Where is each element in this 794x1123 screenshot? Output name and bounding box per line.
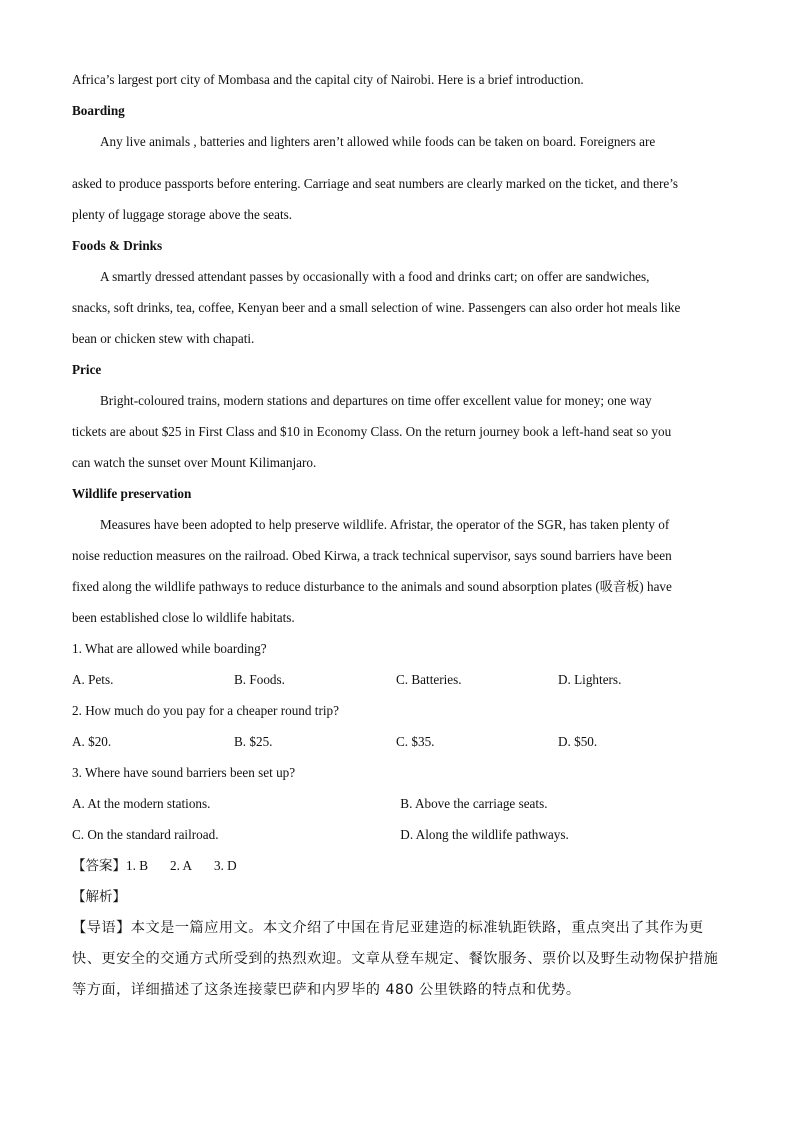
answer-2: 2. A (169, 858, 192, 873)
option-d: D. Along the wildlife pathways. (400, 827, 569, 842)
option-d: D. $50. (558, 734, 598, 749)
question-stem-3: 3. Where have sound barriers been set up? (72, 765, 296, 780)
answer-1: 1. B (126, 858, 148, 873)
paragraph-line: bean or chicken stew with chapati. (72, 331, 255, 346)
paragraph-line: A smartly dressed attendant passes by occasionally with a food and drinks cart; on offer are sandwiches, (100, 269, 650, 284)
paragraph-line: fixed along the wildlife pathways to reduce disturbance to the animals and sound absorption plates (吸音板) have (72, 579, 672, 594)
analysis-tag: 【解析】 (72, 889, 126, 905)
paragraph-line: Bright-coloured trains, modern stations and departures on time offer excellent value for money; one way (100, 393, 652, 408)
question-options-3-row1 (72, 788, 722, 819)
answer-line (72, 850, 722, 882)
paragraph-line: can watch the sunset over Mount Kilimanjaro. (72, 455, 317, 470)
option-c: C. On the standard railroad. (72, 827, 219, 842)
option-d: D. Lighters. (558, 672, 622, 687)
option-a: A. At the modern stations. (72, 796, 211, 811)
paragraph-line: asked to produce passports before entering. Carriage and seat numbers are clearly marked on the ticket, and there’s (72, 176, 679, 191)
question-options-3-row2 (72, 819, 722, 850)
answer-tag: 【答案】 (72, 858, 126, 874)
paragraph-line: Measures have been adopted to help preserve wildlife. Afristar, the operator of the SGR, has taken plenty of (100, 517, 670, 532)
option-b: B. Foods. (234, 672, 285, 687)
option-c: C. Batteries. (396, 672, 462, 687)
question-options-1 (72, 664, 722, 695)
paragraph-line: Any live animals , batteries and lighters aren’t allowed while foods can be taken on board. Foreigners are (100, 134, 656, 149)
document-page (72, 64, 722, 1006)
paragraph-line: been established close lo wildlife habitats. (72, 610, 295, 625)
paragraph-line: tickets are about $25 in First Class and $10 in Economy Class. On the return journey book a left-hand seat so you (72, 424, 672, 439)
option-c: C. $35. (396, 734, 435, 749)
paragraph-line: noise reduction measures on the railroad. Obed Kirwa, a track technical supervisor, says sound barriers have been (72, 548, 672, 563)
option-a: A. $20. (72, 734, 112, 749)
guide-paragraph (72, 913, 722, 1006)
guide-tag: 【导语】 (72, 920, 131, 936)
option-b: B. $25. (234, 734, 273, 749)
section-heading-wildlife: Wildlife preservation (72, 486, 192, 501)
guide-text: 本文是一篇应用文。本文介绍了中国在肯尼亚建造的标准轨距铁路，重点突出了其作为更快、更安全的交通方式所受到的热烈欢迎。文章从登车规定、餐饮服务、票价以及野生动物保护措施等方面，详细描述了这条连接蒙巴萨和内罗毕的 480 公里铁路的特点和优势。 (72, 920, 719, 998)
question-stem-2: 2. How much do you pay for a cheaper round trip? (72, 703, 339, 718)
intro-line: Africa’s largest port city of Mombasa and the capital city of Nairobi. Here is a brief introduction. (72, 72, 584, 87)
section-heading-price: Price (72, 362, 102, 377)
paragraph-line: snacks, soft drinks, tea, coffee, Kenyan beer and a small selection of wine. Passengers can also order hot meals like (72, 300, 681, 315)
option-a: A. Pets. (72, 672, 114, 687)
question-options-2 (72, 726, 722, 757)
option-b: B. Above the carriage seats. (400, 796, 548, 811)
section-heading-boarding: Boarding (72, 103, 125, 118)
paragraph-line: plenty of luggage storage above the seats. (72, 207, 293, 222)
question-stem-1: 1. What are allowed while boarding? (72, 641, 267, 656)
answer-3: 3. D (213, 858, 237, 873)
section-heading-foods-drinks: Foods & Drinks (72, 238, 163, 253)
